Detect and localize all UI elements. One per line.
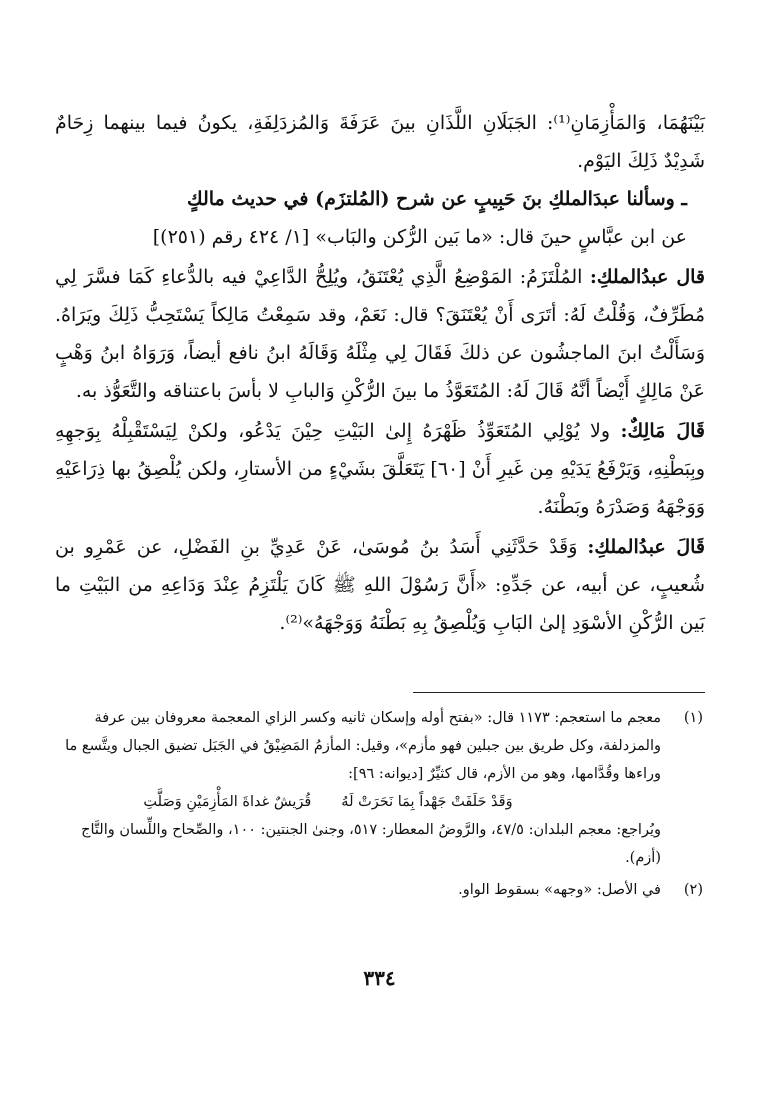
- footnote-text: في الأصل: «وجهه» بسقوط الواو.: [458, 882, 661, 898]
- paragraph-4: [55, 412, 705, 526]
- speaker-label: قَالَ عبدُالملكِ:: [587, 536, 706, 558]
- main-text: [55, 104, 705, 642]
- footnote-1: [55, 704, 705, 872]
- paragraph-1: بَيْنَهُمَا، وَالمَأْزِمَانِ⁽¹⁾: الجَبَلَانِ اللَّذَانِ بينَ عَرَفَةَ وَالمُزدَلِفَةِ، يكونُ فيما بينهما زِحَامٌ شَدِيْدٌ ذَلِكَ اليَوْم.: [55, 112, 705, 172]
- speaker-label: قال عبدُالملكِ:: [589, 266, 705, 288]
- footnote-text: معجم ما استعجم: ١١٧٣ قال: «بفتح أوله وإسكان ثانيه وكسر الزاي المعجمة معروفان بين عرفة والمزدلفة، وكل طريق بين جبلين فهو مأزم»، وقيل: المأزمُ المَضِيْقُ في الجَبَل تضيق الجبال ويتَّسع ما وراءها وقُدَّامها، وهو من الأزم، قال كثيِّرٌ [ديوانه: ٩٦]:: [65, 710, 661, 782]
- footnotes: [55, 704, 705, 904]
- verse-hemistich-1: وَقَدْ حَلَفَتْ جَهْداً بِمَا نَحَرَتْ لَهُ: [341, 794, 513, 810]
- footnote-2: [55, 876, 705, 904]
- page-number: ٣٣٤: [363, 966, 396, 990]
- verse-hemistich-2: قُرَيشٌ غداةَ المَأْزِمَيْنِ وَصَلَّتِ: [143, 794, 312, 810]
- footnote-text: ويُراجع: معجم البلدان: ٤٧/٥، والرَّوضُ المعطار: ٥١٧، وجنىٰ الجنتين: ١٠٠، والصِّحاح واللِّسان والتَّاج (أزم).: [81, 822, 661, 866]
- section-heading: ـ وسألنا عبدَالملكِ بنَ حَبِيبٍ عن شرح (المُلتزَم) في حديث مالكٍ: [186, 188, 687, 210]
- hadith-reference: عن ابن عبَّاسٍ حينَ قال: «ما بَين الرُّكن والبَاب» [١/ ٤٢٤ رقم (٢٥١)]: [152, 226, 687, 248]
- speaker-label: قَالَ مَالِكٌ:: [620, 420, 705, 442]
- paragraph-3: [55, 258, 705, 410]
- paragraph-text: المُلْتَزَمُ: المَوْضِعُ الَّذِي يُعْتَنَقُ، ويُلِحُّ الدَّاعِيْ فيه بالدُّعاءِ كَمَا فسَّرَ لِي مُطَرِّفٌ، وَقُلْتُ لَهُ: أتَرَى أَنْ يُعْتَنَقَ؟ قال: نَعَمْ، وقد سَمِعْتُ مَالِكاً يَسْتَحِبُّ ذَلِكَ ويَرَاهُ. وَسَأَلْتُ ابنَ الماجشُون عن ذلكَ فَقَالَ لِي مِثْلَهُ وَقَالَهُ ابنُ نافع أيضاً، وَرَوَاهُ ابنُ وَهْبٍ عَنْ مَالِكٍ أَيْضاً أنَّهُ قَالَ لَهُ: المُتَعَوَّذُ ما بينَ الرُّكْنِ وَالبابِ لا بأسَ باعتناقه والتَّعَوُّذ به.: [55, 266, 705, 402]
- footnote-number: (١): [683, 710, 703, 726]
- poetry-verse: [55, 788, 601, 816]
- paragraph-text: ولا يُوْلِي المُتَعَوِّذُ ظَهْرَهُ إِلىٰ البَيْتِ حِيْنَ يَدْعُو، ولكنْ لِيَسْتَقْبِلْهُ بِوَجهِهِ وبِبَطْنِهِ، وَيَرْفَعُ يَدَيْهِ مِن غَيرِ أَنْ [٦٠] يَتَعَلَّقَ بشَيْءٍ من الأستارِ، ولكن يُلْصِقُ بها ذِرَاعَيْهِ وَوَجْهَهُ وَصَدْرَهُ وبَطْنَهُ.: [55, 420, 705, 518]
- paragraph-text: وَقَدْ حَدَّثَنِي أَسَدُ بنُ مُوسَىٰ، عَنْ عَدِيِّ بنِ الفَضْلِ، عن عَمْرِو بن شُعيبٍ، عن أبيه، عن جَدِّهِ: «أَنَّ رَسُوْلَ اللهِ ﷺ كَانَ يَلْتَزِمُ عِنْدَ وَدَاعِهِ من البَيْتِ ما بَين الرُّكْنِ الأسْوَدِ إلىٰ البَابِ وَيُلْصِقُ بِهِ بَطْنَهُ وَوَجْهَهُ»⁽²⁾.: [55, 536, 705, 634]
- footnote-number: (٢): [683, 882, 703, 898]
- footnote-separator: [413, 692, 705, 693]
- paragraph-5: [55, 528, 705, 642]
